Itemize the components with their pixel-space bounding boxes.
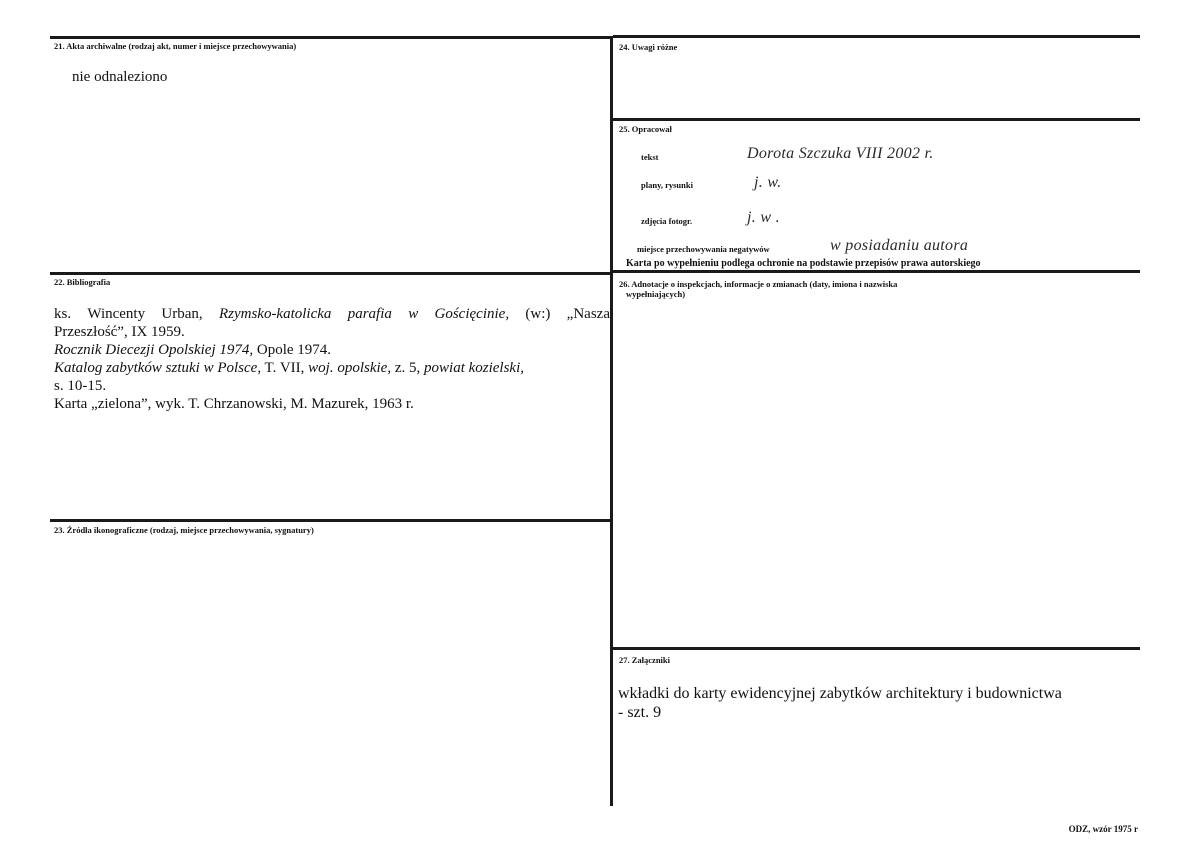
s25-label: 25. Opracował: [619, 124, 672, 134]
s25-negatywy-label: miejsce przechowywania negatywów: [637, 244, 770, 254]
s25-zdjecia-label: zdjęcia fotogr.: [641, 216, 693, 226]
bib-word: Wincenty: [87, 306, 146, 322]
form-footer: ODZ, wzór 1975 r: [1068, 824, 1138, 834]
bib-line-5: s. 10-15.: [54, 378, 107, 394]
top-rule-right: [613, 35, 1140, 38]
rule-s22-top: [50, 272, 613, 275]
rule-s23-top: [50, 519, 613, 522]
bib-italic: woj. opolskie,: [308, 360, 392, 376]
bib-italic: powiat kozielski,: [424, 360, 525, 376]
s22-label: 22. Bibliografia: [54, 277, 111, 287]
s25-negatywy-value: w posiadaniu autora: [830, 237, 969, 254]
s26-label-line2: wypełniających): [626, 289, 686, 299]
bib-italic: Rocznik Diecezji Opolskiej 1974,: [54, 342, 254, 358]
s25-plany-label: plany, rysunki: [641, 180, 693, 190]
s27-value-line2: - szt. 9: [618, 704, 662, 721]
bib-word: parafia: [347, 306, 392, 322]
s27-value-line1: wkładki do karty ewidencyjnej zabytków architektury i budownictwa: [618, 685, 1062, 702]
bib-word: (w:): [525, 306, 551, 322]
s27-label: 27. Załączniki: [619, 655, 671, 665]
bib-line-4: [54, 359, 610, 377]
bib-line-1: [54, 305, 610, 323]
s24-label: 24. Uwagi różne: [619, 42, 678, 52]
rule-s25-top: [613, 118, 1140, 121]
bib-word: Rzymsko-katolicka: [218, 306, 332, 322]
s25-zdjecia-value: j. w .: [747, 209, 780, 226]
bib-text: T. VII,: [261, 360, 309, 376]
rule-s27-top: [613, 647, 1140, 650]
s25-plany-value: j. w.: [754, 174, 782, 191]
s21-label: 21. Akta archiwalne (rodzaj akt, numer i miejsce przechowywania): [54, 41, 297, 51]
s25-tekst-label: tekst: [641, 152, 659, 162]
bibliography: [54, 305, 610, 413]
bib-line-2: Przeszłość”, IX 1959.: [54, 324, 185, 340]
center-divider: [610, 36, 613, 806]
bib-line-3: [54, 341, 610, 359]
s26-label-line1: 26. Adnotacje o inspekcjach, informacje o zmianach (daty, imiona i nazwiska: [619, 279, 898, 289]
s25-copyright-note: Karta po wypełnieniu podlega ochronie na podstawie przepisów prawa autorskiego: [626, 258, 981, 269]
bib-line-6: Karta „zielona”, wyk. T. Chrzanowski, M. Mazurek, 1963 r.: [54, 396, 414, 412]
s25-tekst-value: Dorota Szczuka VIII 2002 r.: [747, 145, 934, 162]
rule-s26-top: [613, 270, 1140, 273]
bib-word: „Nasza: [566, 306, 610, 322]
bib-word: Gościęcinie,: [434, 306, 510, 322]
top-rule-left: [50, 36, 613, 39]
bib-word: ks.: [54, 306, 72, 322]
s21-value: nie odnaleziono: [72, 69, 168, 85]
bib-italic: Katalog zabytków sztuki w Polsce,: [54, 360, 262, 376]
bib-text: Opole 1974.: [253, 342, 332, 358]
bib-word: w: [408, 306, 419, 322]
bib-text: z. 5,: [391, 360, 425, 376]
s23-label: 23. Źródła ikonograficzne (rodzaj, miejsce przechowywania, sygnatury): [54, 525, 314, 535]
bib-word: Urban,: [161, 306, 203, 322]
